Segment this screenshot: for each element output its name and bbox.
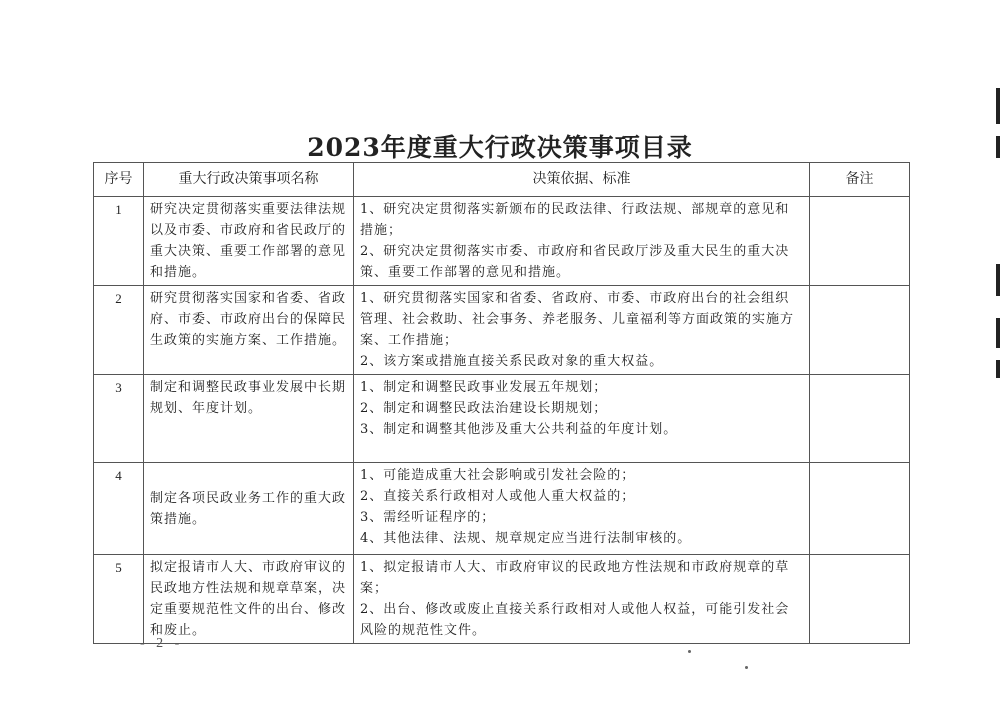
scan-speck bbox=[688, 650, 691, 653]
basis-item: 2、研究决定贯彻落实市委、市政府和省民政厅涉及重大民生的重大决策、重要工作部署的意见和措施。 bbox=[360, 244, 790, 280]
basis-item: 2、制定和调整民政法治建设长期规划； bbox=[360, 401, 608, 416]
row-name: 拟定报请市人大、市政府审议的民政地方性法规和规章草案，决定重要规范性文件的出台、修改和废止。 bbox=[144, 555, 354, 644]
basis-item: 2、该方案或措施直接关系民政对象的重大权益。 bbox=[360, 354, 664, 369]
scan-edge-mark bbox=[996, 136, 1000, 158]
basis-item: 2、直接关系行政相对人或他人重大权益的； bbox=[360, 489, 636, 504]
page-number: - 2 - bbox=[140, 636, 184, 651]
basis-item: 1、研究贯彻落实国家和省委、省政府、市委、市政府出台的社会组织管理、社会救助、社会事务、养老服务、儿童福利等方面政策的实施方案、工作措施； bbox=[360, 291, 795, 348]
scan-edge-mark bbox=[996, 88, 1000, 124]
table-row bbox=[94, 463, 910, 555]
row-basis bbox=[354, 375, 810, 463]
row-seq: 1 bbox=[94, 197, 144, 286]
scan-speck bbox=[745, 666, 748, 669]
row-seq: 2 bbox=[94, 286, 144, 375]
document-title: 2023年度重大行政决策事项目录 bbox=[307, 133, 693, 162]
row-basis bbox=[354, 555, 810, 644]
row-name: 制定和调整民政事业发展中长期规划、年度计划。 bbox=[144, 375, 354, 463]
row-name: 研究贯彻落实国家和省委、省政府、市委、市政府出台的保障民生政策的实施方案、工作措施。 bbox=[144, 286, 354, 375]
table-row bbox=[94, 197, 910, 286]
scan-edge-mark bbox=[996, 264, 1000, 296]
header-remark: 备注 bbox=[810, 163, 910, 197]
basis-item: 1、可能造成重大社会影响或引发社会险的； bbox=[360, 468, 636, 483]
row-remark bbox=[810, 555, 910, 644]
row-seq: 4 bbox=[94, 463, 144, 555]
row-basis bbox=[354, 463, 810, 555]
row-basis bbox=[354, 286, 810, 375]
row-basis bbox=[354, 197, 810, 286]
row-seq: 5 bbox=[94, 555, 144, 644]
scan-edge-mark bbox=[996, 318, 1000, 348]
row-name: 制定各项民政业务工作的重大政策措施。 bbox=[144, 463, 354, 555]
row-remark bbox=[810, 463, 910, 555]
basis-item: 2、出台、修改或废止直接关系行政相对人或他人权益，可能引发社会风险的规范性文件。 bbox=[360, 602, 790, 638]
decision-catalog-table bbox=[93, 162, 910, 644]
table-row bbox=[94, 555, 910, 644]
basis-item: 1、研究决定贯彻落实新颁布的民政法律、行政法规、部规章的意见和措施； bbox=[360, 202, 790, 238]
table-row bbox=[94, 375, 910, 463]
basis-item: 4、其他法律、法规、规章规定应当进行法制审核的。 bbox=[360, 531, 692, 546]
row-remark bbox=[810, 286, 910, 375]
table-row bbox=[94, 286, 910, 375]
basis-item: 3、制定和调整其他涉及重大公共利益的年度计划。 bbox=[360, 422, 678, 437]
header-seq: 序号 bbox=[94, 163, 144, 197]
basis-item: 1、制定和调整民政事业发展五年规划； bbox=[360, 380, 608, 395]
table-header-row bbox=[94, 163, 910, 197]
basis-item: 3、需经听证程序的； bbox=[360, 510, 496, 525]
header-basis: 决策依据、标准 bbox=[354, 163, 810, 197]
row-seq: 3 bbox=[94, 375, 144, 463]
header-name: 重大行政决策事项名称 bbox=[144, 163, 354, 197]
row-name: 研究决定贯彻落实重要法律法规以及市委、市政府和省民政厅的重大决策、重要工作部署的意见和措施。 bbox=[144, 197, 354, 286]
row-remark bbox=[810, 375, 910, 463]
row-remark bbox=[810, 197, 910, 286]
scan-edge-mark bbox=[996, 360, 1000, 378]
basis-item: 1、拟定报请市人大、市政府审议的民政地方性法规和市政府规章的草案； bbox=[360, 560, 790, 596]
